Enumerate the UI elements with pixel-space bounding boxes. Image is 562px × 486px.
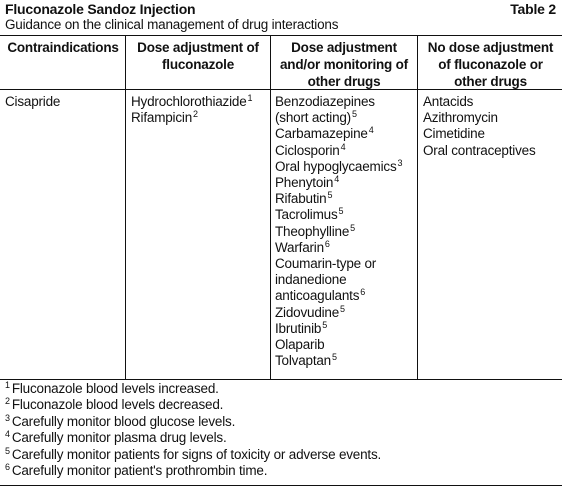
drug-entry xyxy=(5,94,60,110)
drug-name: Cimetidine xyxy=(423,126,485,142)
footnote-number: 4 xyxy=(5,429,10,440)
drug-entry xyxy=(275,272,402,288)
drug-entry xyxy=(131,110,252,126)
footnote-ref: 5 xyxy=(322,319,328,330)
drug-entry xyxy=(275,353,402,369)
drug-name: Tacrolimus xyxy=(275,207,338,223)
drug-entry xyxy=(275,126,402,142)
header-dose-adjust-other xyxy=(272,39,416,90)
footnote-text: Carefully monitor blood glucose levels. xyxy=(11,413,236,429)
drug-name: Benzodiazepines xyxy=(275,94,375,109)
footnote-text: Carefully monitor patients for signs of toxicity or adverse events. xyxy=(11,446,382,462)
header-dose-adjust-fluconazole xyxy=(127,39,269,73)
footnote-text: Carefully monitor plasma drug levels. xyxy=(11,430,227,446)
footnote-text: Carefully monitor patient's prothrombin time. xyxy=(11,463,268,479)
footnote-ref: 1 xyxy=(247,93,253,103)
footnote-ref: 6 xyxy=(324,238,330,249)
drug-name: indanedione xyxy=(275,272,347,288)
footnote-ref: 5 xyxy=(332,352,337,363)
drug-entry xyxy=(275,143,402,159)
footnote-ref: 6 xyxy=(360,287,366,298)
drug-name: Phenytoin xyxy=(275,175,334,191)
drug-entry xyxy=(275,224,402,240)
drug-name: Oral hypoglycaemics xyxy=(275,158,397,174)
drug-entry xyxy=(131,94,252,110)
footnote-ref: 5 xyxy=(351,109,357,120)
footnote-text: Fluconazole blood levels decreased. xyxy=(11,397,224,413)
drug-name: Hydrochlorothiazide xyxy=(131,94,247,109)
drug-name: Coumarin-type or xyxy=(275,256,377,272)
footnote-ref: 5 xyxy=(338,206,344,217)
title-row xyxy=(5,1,556,18)
column-divider xyxy=(125,36,126,380)
footnote-ref: 5 xyxy=(350,222,355,233)
footnote xyxy=(5,381,381,397)
cell-no-dose-adjust xyxy=(423,94,536,159)
document-title: Fluconazole Sandoz Injection xyxy=(5,1,196,17)
header-contraindications xyxy=(2,39,124,56)
drug-name: Ibrutinib xyxy=(275,320,322,336)
drug-name: Olaparib xyxy=(275,337,325,353)
drug-entry xyxy=(423,143,536,159)
column-divider xyxy=(270,36,271,380)
footnote xyxy=(5,430,381,446)
footnote-ref: 4 xyxy=(334,174,340,185)
footnotes xyxy=(5,381,381,479)
header-line: other drugs xyxy=(307,74,381,89)
footnote xyxy=(5,463,381,479)
footnote-number: 3 xyxy=(5,412,10,423)
table-label: Table 2 xyxy=(510,1,556,17)
footnote-ref: 5 xyxy=(327,190,333,201)
header-line: and/or monitoring of xyxy=(280,57,408,72)
drug-name: (short acting) xyxy=(275,110,351,126)
header-line: other drugs xyxy=(454,74,527,89)
drug-entry xyxy=(275,175,402,191)
drug-entry xyxy=(423,94,536,110)
header-line: No dose adjustment xyxy=(427,40,554,55)
drug-name: Oral contraceptives xyxy=(423,142,536,158)
drug-entry xyxy=(275,159,402,175)
drug-name: Tolvaptan xyxy=(275,353,331,369)
drug-name: Ciclosporin xyxy=(275,142,340,158)
table-top-rule xyxy=(0,35,562,36)
header-line: fluconazole xyxy=(161,57,235,72)
drug-name: Rifampicin xyxy=(131,110,193,126)
drug-entry xyxy=(275,110,402,126)
footnote-number: 1 xyxy=(5,380,10,390)
footnote-ref: 4 xyxy=(368,125,374,136)
cell-dose-adjust-other xyxy=(275,94,402,369)
footnote-ref: 4 xyxy=(340,141,346,152)
footnote-ref: 2 xyxy=(193,109,198,120)
drug-name: Zidovudine xyxy=(275,304,340,320)
drug-entry xyxy=(275,321,402,337)
table-bottom-rule xyxy=(0,379,562,380)
drug-name: Carbamazepine xyxy=(275,126,368,142)
drug-entry xyxy=(275,256,402,272)
header-line: of fluconazole or xyxy=(438,57,543,72)
drug-name: Cisapride xyxy=(5,94,61,109)
footnote-number: 2 xyxy=(5,396,10,407)
footnote-ref: 5 xyxy=(340,303,345,314)
drug-name: Azithromycin xyxy=(423,110,498,126)
cell-dose-adjust-fluconazole xyxy=(131,94,252,126)
footnote xyxy=(5,397,381,413)
drug-name: Rifabutin xyxy=(275,191,327,207)
footnote-ref: 3 xyxy=(397,157,403,168)
drug-entry xyxy=(275,94,402,110)
footnote xyxy=(5,447,381,463)
header-line: Dose adjustment of xyxy=(137,40,259,55)
drug-name: Warfarin xyxy=(275,239,324,255)
drug-name: Theophylline xyxy=(275,223,350,239)
header-no-dose-adjust xyxy=(419,39,562,90)
header-line: Contraindications xyxy=(7,40,119,55)
cell-contraindications xyxy=(5,94,60,110)
drug-entry xyxy=(275,305,402,321)
header-line: Dose adjustment xyxy=(291,40,397,55)
table-subtitle: Guidance on the clinical management of drug interactions xyxy=(5,17,339,32)
drug-entry xyxy=(275,288,402,304)
drug-entry xyxy=(423,110,536,126)
footnote-number: 5 xyxy=(5,445,10,456)
drug-name: Antacids xyxy=(423,94,474,109)
footnote-number: 6 xyxy=(5,462,10,473)
drug-entry xyxy=(275,337,402,353)
footnote xyxy=(5,414,381,430)
drug-entry xyxy=(275,191,402,207)
drug-entry xyxy=(423,126,536,142)
drug-entry xyxy=(275,240,402,256)
column-divider xyxy=(417,36,418,380)
drug-entry xyxy=(275,207,402,223)
footnote-text: Fluconazole blood levels increased. xyxy=(11,381,219,396)
drug-name: anticoagulants xyxy=(275,288,360,304)
